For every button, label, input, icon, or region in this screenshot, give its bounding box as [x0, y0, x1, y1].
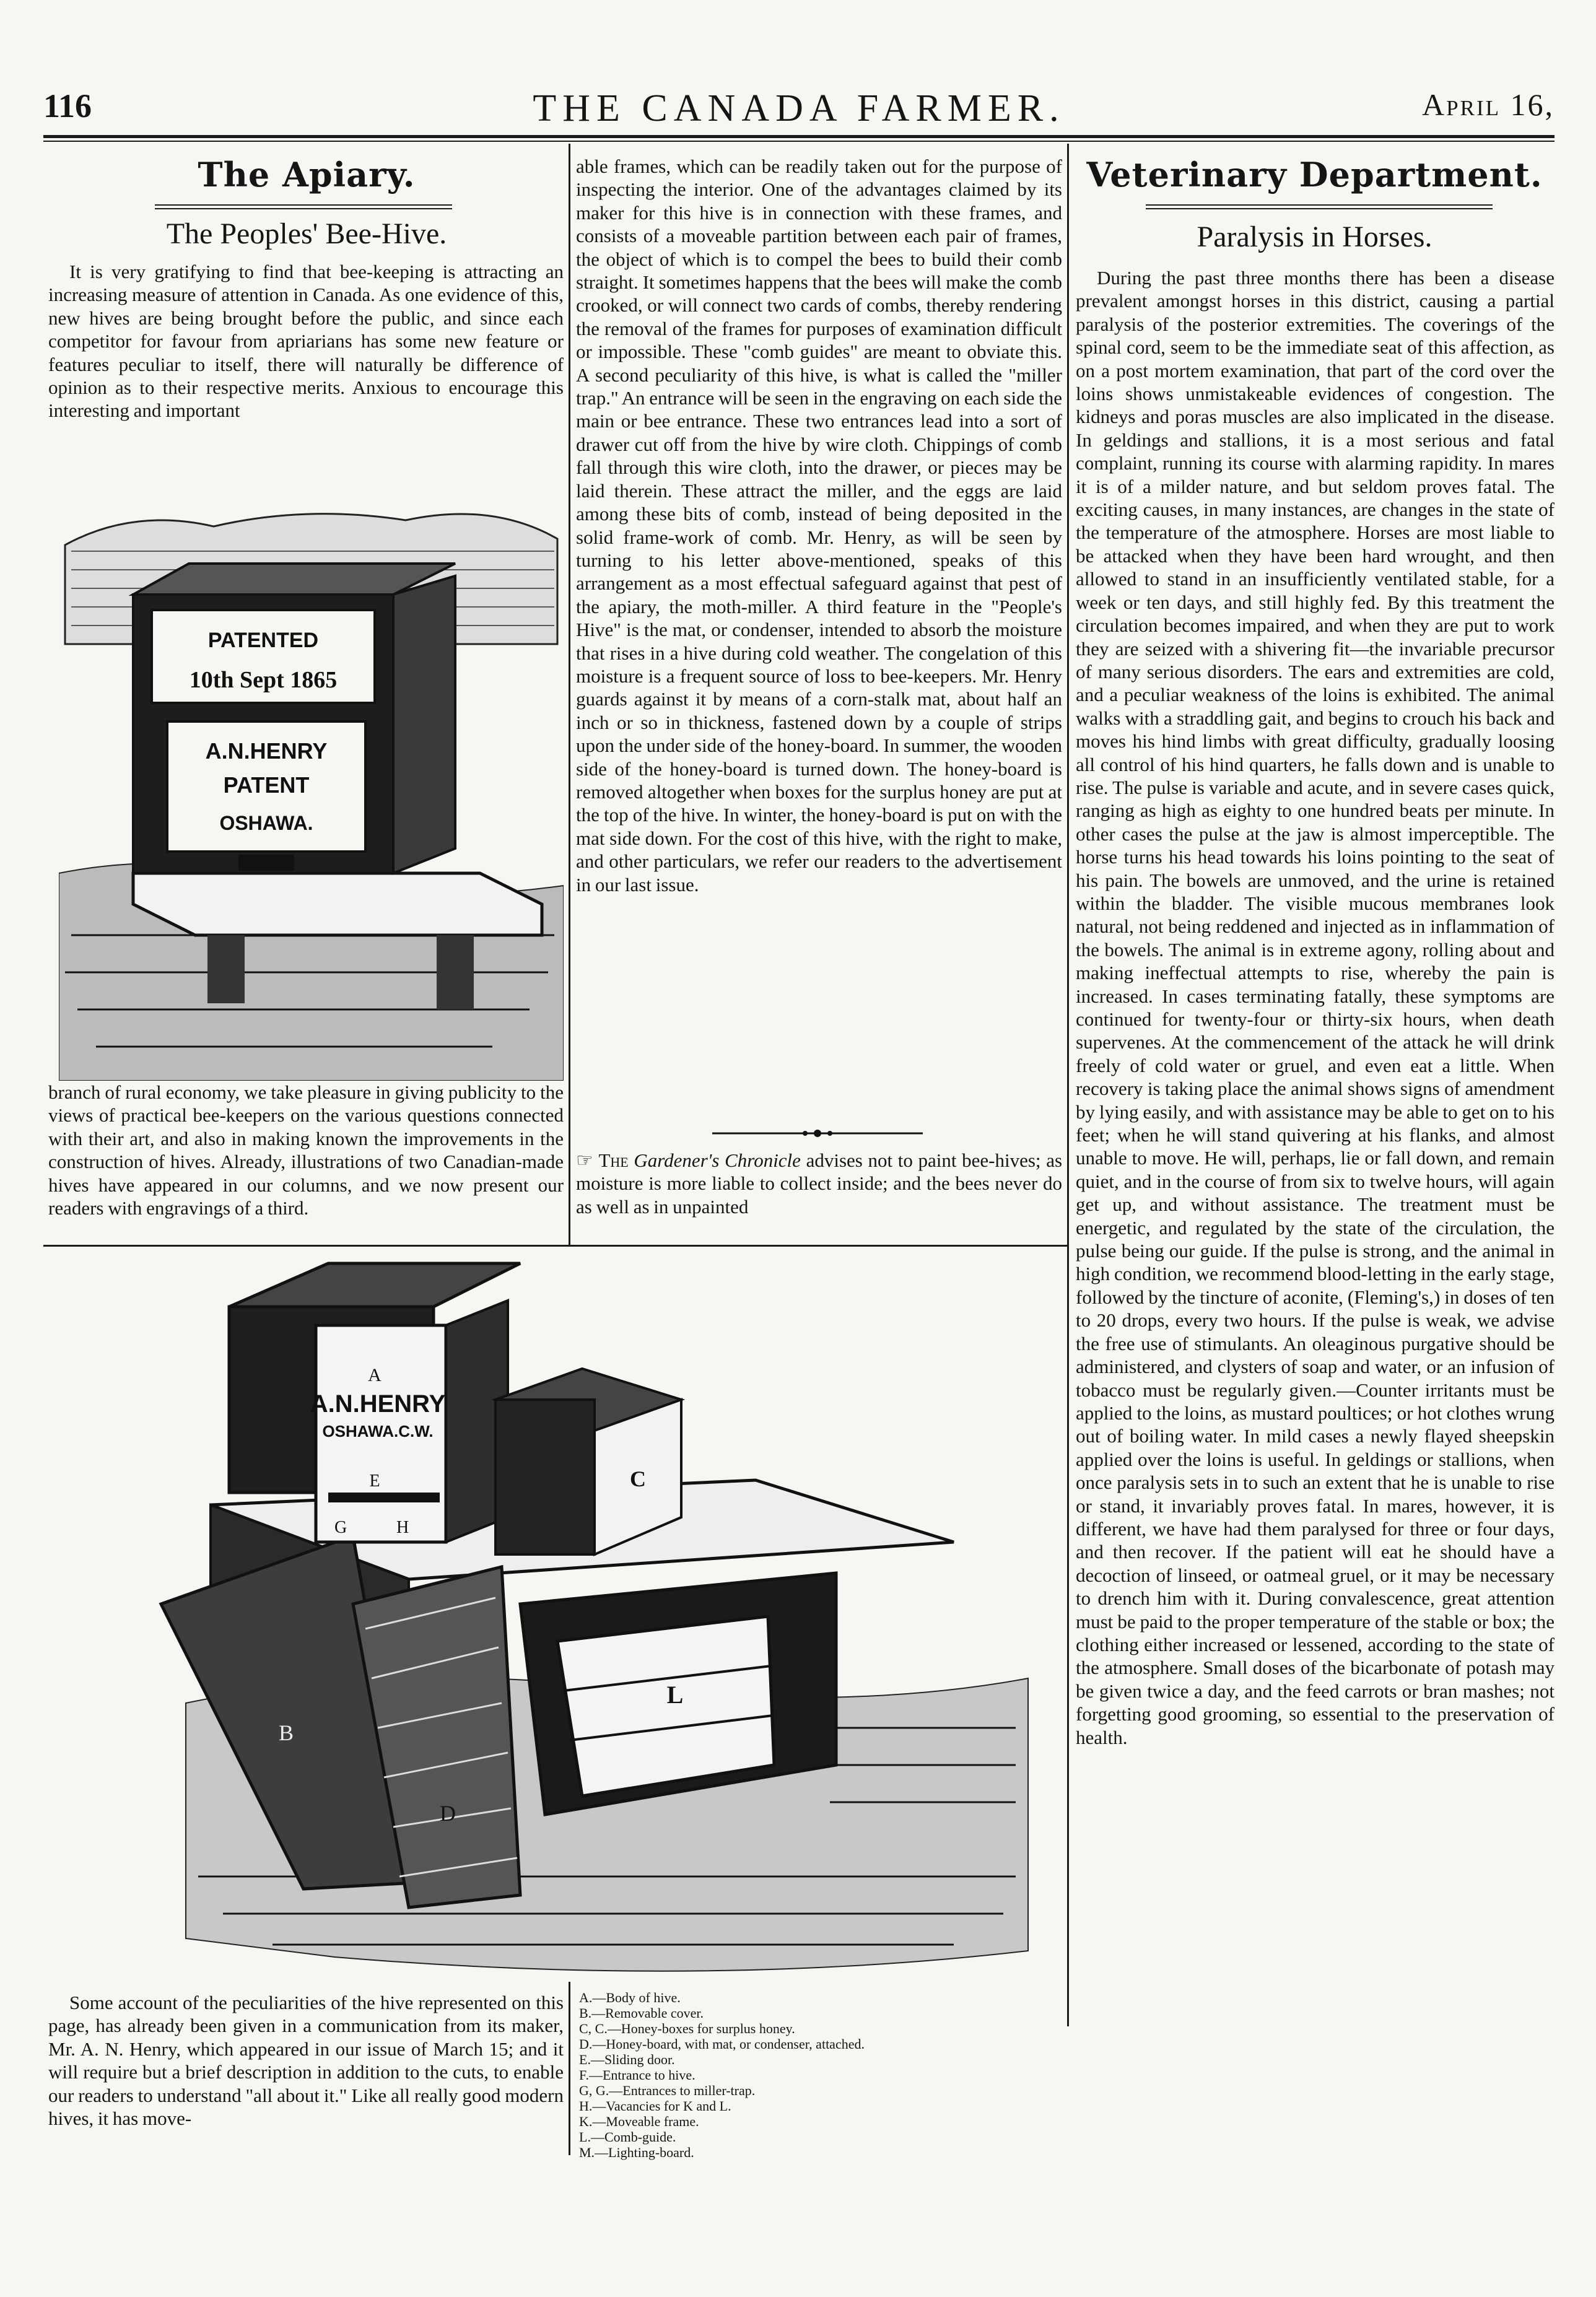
legend-item: H.—Vacancies for K and L. [579, 2098, 731, 2114]
fig2-label-e: E [369, 1471, 380, 1491]
issue-date: April 16, [1422, 87, 1555, 122]
section-rule [1146, 208, 1493, 209]
section-rule [155, 204, 452, 206]
legend-item: K.—Moveable frame. [579, 2114, 699, 2129]
apiary-para-1: It is very gratifying to find that bee-keeping is attracting an increasing measure of attention in Canada. As one evidence of this, new hives are being brought before the public, and since each competitor for favour from apriarians has some new feature or features peculiar to itself, there will naturally be difference of opinion as to their respective merits. Anxious to encourage this interesting and important [48, 261, 564, 422]
column-divider [569, 144, 570, 1246]
note-source: Gardener's Chronicle [634, 1149, 801, 1171]
masthead [43, 87, 1555, 136]
fig1-maker-label: A.N.HENRY [205, 738, 328, 764]
legend-item: E.—Sliding door. [579, 2052, 675, 2067]
gardeners-chronicle-note [576, 1149, 1062, 1242]
page-number: 116 [43, 87, 92, 124]
apiary-para-1-continued: branch of rural economy, we take pleasure in giving publicity to the views of practical bee-keepers on the various questions connected with their art, and also in making known the improvements in the construction of hives. Already, illustrations of two Canadian-made hives have appeared in our columns, and we now present our readers with engravings of a third. [48, 1081, 564, 1219]
column-divider [1067, 144, 1069, 2026]
hive-engraving-small [59, 502, 564, 1081]
note-text: advises not to paint bee-hives; as moisture is more liable to collect inside; and the bees never do as well as in unpainted [576, 1149, 1062, 1218]
section-rule [1146, 204, 1493, 206]
masthead-rule-thin [43, 141, 1555, 142]
legend-item: C, C.—Honey-boxes for surplus honey. [579, 2021, 795, 2036]
apiary-bottom-paragraph [48, 1991, 564, 2152]
figure-top-rule [43, 1245, 1067, 1247]
veterinary-article-title: Paralysis in Horses. [1197, 220, 1432, 253]
apiary-intro-continued [48, 1081, 564, 1243]
pointing-hand-icon: ☞ [576, 1149, 599, 1171]
legend-item: B.—Removable cover. [579, 2005, 704, 2021]
fig2-label-b: B [279, 1720, 294, 1745]
fig2-label-a: A [368, 1365, 382, 1385]
fig2-town-label: OSHAWA.C.W. [322, 1422, 434, 1441]
apiary-intro-paragraph [48, 260, 564, 502]
ornament-divider [706, 1127, 929, 1140]
fig2-label-h: H [396, 1518, 409, 1537]
legend-item: A.—Body of hive. [579, 1990, 681, 2005]
legend-item: D.—Honey-board, with mat, or condenser, attached. [579, 2036, 865, 2052]
fig1-patented-label: PATENTED [207, 629, 319, 652]
note-paragraph [576, 1149, 1062, 1218]
publication-title: THE CANADA FARMER. [533, 87, 1065, 129]
masthead-rule [43, 135, 1555, 138]
section-rule [155, 208, 452, 209]
veterinary-article-text [1076, 266, 1555, 2155]
apiary-col2-paragraph: able frames, which can be readily taken out for the purpose of inspecting the interior. One of the advantages claimed by its maker for this hive is in connection with these frames, and consists of a moveable partition between each pair of frames, the object of which is to compel the bees to build their comb straight. It sometimes happens that the bees will make the comb crooked, or will connect two cards of combs, thereby rendering the removal of the frames for purposes of examination difficult or impossible. These "comb guides" are meant to obviate this. A second peculiarity of this hive, is what is called the "miller trap." An entrance will be seen in the engraving on each side the main or bee entrance. These two entrances lead into a sort of drawer cut off from the hive by wire cloth. Chippings of comb fall through this wire cloth, into the drawer, or pieces may be laid therein. These attract the miller, and the eggs are laid among these bits of comb, instead of being deposited in the solid frame-work of comb. Mr. Henry, as will be seen by turning to his letter above-mentioned, speaks of this arrangement as a most effectual safeguard against that pest of the apiary, the moth-miller. A third feature in the "People's Hive" is the mat, or condenser, intended to absorb the moisture that rises in a hive during cold weather. The congelation of this moisture is a frequent source of loss to bee-keepers. Mr. Henry guards against it by means of a corn-stalk mat, about half an inch or so in thickness, fastened down by a couple of strips upon the under side of the honey-board. In summer, the wooden side of the honey-board is turned down. The honey-board is removed altogether when boxes for the surplus honey are put at the top of the hive. In winter, the honey-board is put on with the mat side down. For the cost of this hive, with the right to make, and other particulars, we refer our readers to the advertisement in our last issue. [576, 155, 1062, 896]
veterinary-section-title: Veterinary Department. [1086, 155, 1543, 194]
apiary-section-title: The Apiary. [198, 155, 416, 194]
hive-engraving-large [149, 1257, 1040, 1982]
fig2-label-l: L [666, 1681, 684, 1709]
legend-item: M.—Lighting-board. [579, 2145, 694, 2160]
fig2-label-g: G [334, 1518, 347, 1537]
legend-item: L.—Comb-guide. [579, 2129, 676, 2145]
veterinary-paragraph: During the past three months there has been a disease prevalent amongst horses in this district, causing a partial paralysis of the posterior extremities. The coverings of the spinal cord, seem to be the immediate seat of this affection, as on a post mortem examination, that part of the cord over the loins shows unmistakeable evidences of congestion. The kidneys and poras muscles are also implicated in the disease. In geldings and stallions, it is a most serious and fatal complaint, running its course with alarming rapidity. In mares it is of a milder nature, and but seldom proves fatal. The exciting causes, in many instances, are changes in the state of the temperature of the atmosphere. Horses are most liable to be attacked when they have been hard wrought, and then allowed to stand in an insufficiently ventilated stable, for a week or ten days, and still highly fed. By this treatment the circulation becomes impaired, and when they are put to work they are seized with a shivering fit—the invariable precursor of many serious disorders. The ears and extremities are cold, and a peculiar weakness of the loins is exhibited. The animal walks with a straddling gait, and begins to crouch his back and moves his hind limbs with great difficulty, gradually loosing all control of his hind quarters, he falls down and is unable to rise. The pulse is variable and acute, and in severe cases quick, ranging as high as eighty to one hundred beats per minute. In other cases the pulse at the jaw is almost imperceptible. The horse turns his head towards his loins pointing to the seat of his pain. The bowels are unmoved, and the urine is retained within the bladder. The visible mucous membranes look natural, not being reddened and injected as in inflammation of the bowels. The animal is in extreme agony, rolling about and making ineffectual attempts to rise, whereby the pain is increased. In cases terminating fatally, these symptoms are continued for twenty-four or thirty-six hours, when death supervenes. At the commencement of the attack he will drink freely of cold water or gruel, and even eat a little. When recovery is taking place the animal shows signs of amendment by lying easily, and with assistance may be able to get on to his feet; when he will stand quivering at his flanks, and almost unable to move. He will, perhaps, lie or fall down, and remain quiet, and in the course of from six to twelve hours, will again get up, and without assistance. The treatment must be energetic, and regulated by the state of the circulation, the pulse being our guide. If the pulse is strong, and the animal in high condition, we recommend blood-letting in the early stage, followed by the tincture of aconite, (Fleming's,) in doses of ten to 20 drops, every two hours. If the pulse is weak, we advise the free use of stimulants. An oleaginous purgative should be administered, and clysters of soap and water, or an infusion of tobacco must be regularly given.—Counter irritants must be applied to the loins, as mustard poultices; or hot clothes wrung out of boiling water. In mild cases a newly flayed sheepskin applied over the loins is useful. In geldings or stallions, when once paralysis sets in to such an extent that he is unable to rise or stand, it invariably proves fatal. In mares, however, it is different, we have had them paralysed for three or four days, and then recover. If the patient will eat he should have a decoction of linseed, or oatmeal gruel, or it may be necessary to drench him with it. During convalescence, great attention must be paid to the proper temperature of the stable or box; the clothing either increased or lessened, according to the state of the atmosphere. Small doses of the bicarbonate of potash may be given twice a day, and the feed carrots or bran mashes; not forgetting good grooming, so essential to the preservation of health. [1076, 267, 1555, 1748]
column-divider [569, 1982, 570, 2155]
fig1-patent-label: PATENT [223, 772, 310, 798]
note-lead: The [598, 1149, 629, 1171]
fig2-label-d: D [440, 1801, 456, 1826]
figure-legend [579, 1990, 1013, 2160]
apiary-article-title: The Peoples' Bee-Hive. [166, 217, 447, 250]
fig1-town-label: OSHAWA. [219, 812, 313, 834]
apiary-column-2-text [576, 155, 1062, 1096]
legend-item: F.—Entrance to hive. [579, 2067, 696, 2083]
fig1-patent-date-label: 10th Sept 1865 [189, 667, 338, 693]
apiary-bottom-text: Some account of the peculiarities of the hive represented on this page, has already been given in a communication from its maker, Mr. A. N. Henry, which appeared in our issue of March 15; and it will require but a brief description in addition to the cuts, to enable our readers to understand "all about it." Like all really good modern hives, it has move- [48, 1992, 564, 2130]
legend-item: G, G.—Entrances to miller-trap. [579, 2083, 756, 2098]
fig2-maker-label: A.N.HENRY [310, 1390, 446, 1418]
fig2-label-c: C [630, 1467, 646, 1491]
